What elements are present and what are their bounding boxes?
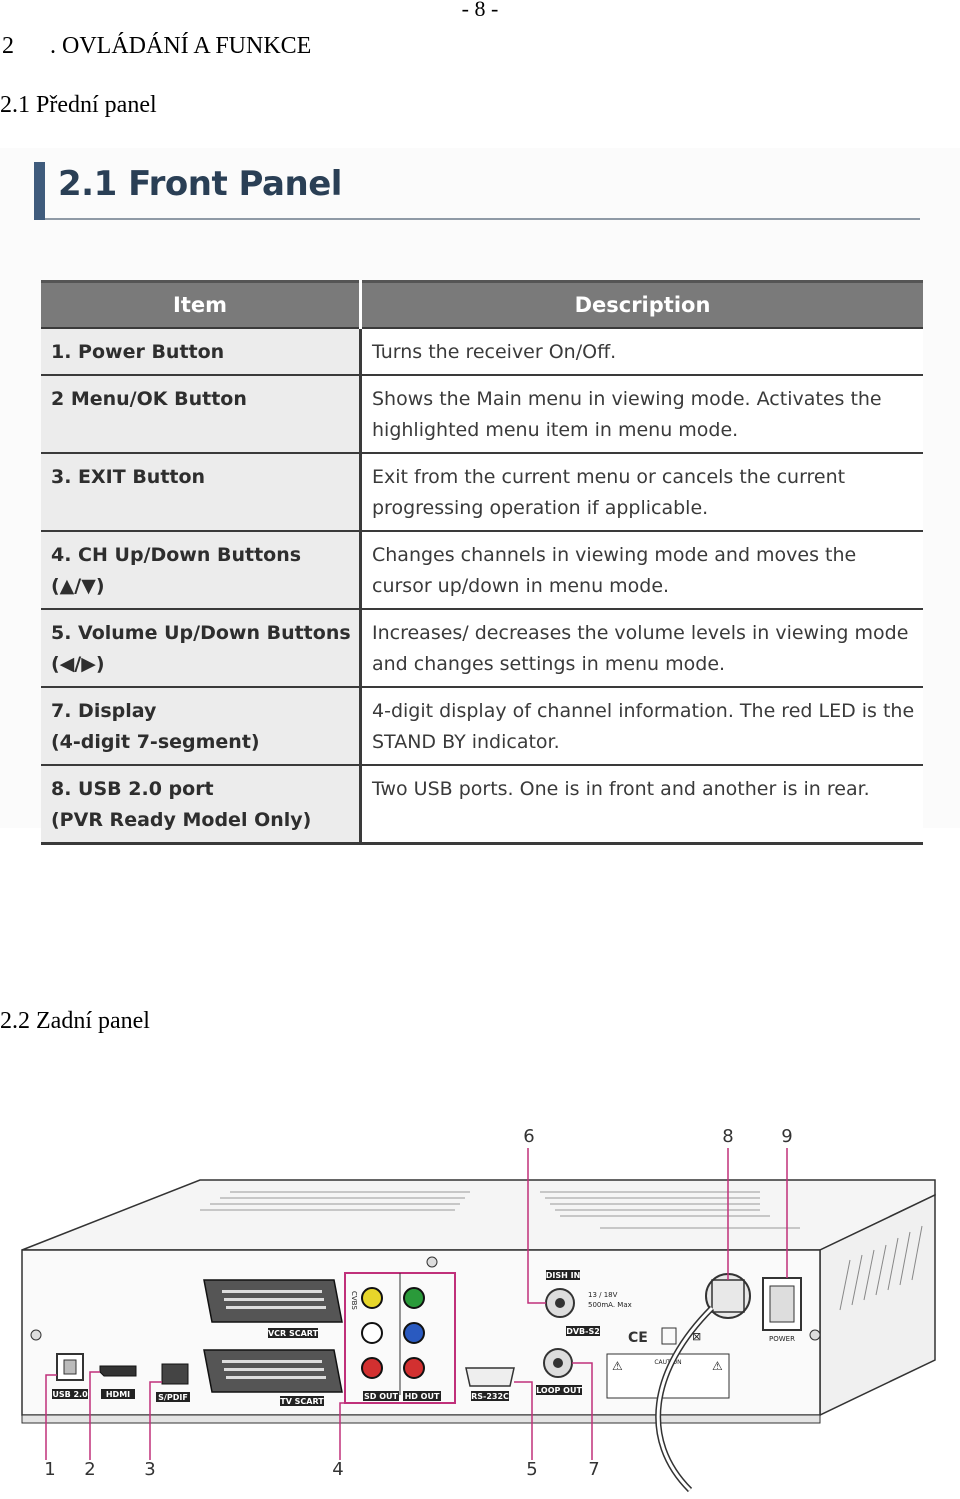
chapter-title: 2 . OVLÁDÁNÍ A FUNKCE [2,33,312,59]
header-accent-bar [34,162,45,220]
warning-icon: ⚠ [712,1359,723,1373]
table-row [41,609,923,687]
ce-mark: CE [628,1330,648,1346]
rca-red-icon [362,1358,382,1378]
usb-port-slot [64,1360,76,1374]
weee-icon: ⊠ [692,1330,702,1343]
table-row [41,687,923,765]
row-item: 1. Power Button [41,328,361,375]
caution-label: CAUTION [654,1359,682,1366]
receiver-base [22,1415,820,1423]
rca-white-icon [362,1323,382,1343]
hd-out-label: HD OUT [404,1392,440,1401]
row-item: 4. CH Up/Down Buttons (▲/▼) [41,531,361,609]
callout-2: 2 [84,1459,96,1480]
spdif-label: S/PDIF [158,1393,188,1402]
usb-label: USB 2.0 [52,1390,88,1399]
tv-scart-label: TV SCART [280,1397,324,1406]
table-header-row [41,282,923,329]
callout-1: 1 [44,1459,56,1480]
rs232c-port-icon [466,1368,514,1386]
callout-3: 3 [144,1459,156,1480]
table-row [41,531,923,609]
screw-icon [31,1330,41,1340]
row-item: 2 Menu/OK Button [41,375,361,453]
scart-pins [222,1360,326,1379]
column-header-item: Item [41,282,361,329]
row-description: Changes channels in viewing mode and moves the cursor up/down in menu mode. [361,531,924,609]
table-row [41,328,923,375]
connector-core [553,1358,563,1368]
callout-4: 4 [332,1459,344,1480]
vcr-scart-label: VCR SCART [267,1329,319,1338]
row-item: 3. EXIT Button [41,453,361,531]
loop-out-label: LOOP OUT [536,1386,582,1395]
hdmi-port-icon [100,1366,136,1376]
callout-6: 6 [523,1126,535,1147]
spdif-port-icon [162,1364,188,1384]
screw-icon [427,1257,437,1267]
callout-8: 8 [722,1126,734,1147]
receiver-top-cover [22,1180,935,1250]
hdmi-label: HDMI [105,1390,131,1399]
cvbs-label: CVBS [350,1291,358,1310]
row-item: 7. Display (4-digit 7-segment) [41,687,361,765]
callout-5: 5 [526,1459,538,1480]
dvb-s2-label: DVB-S2 [566,1327,600,1336]
dish-spec-voltage: 13 / 18V [588,1291,618,1299]
front-panel-figure [0,148,960,831]
table-row [41,453,923,531]
rca-green-icon [404,1288,424,1308]
row-item: 8. USB 2.0 port (PVR Ready Model Only) [41,765,361,844]
power-label: POWER [769,1335,795,1343]
power-switch-rocker [770,1286,794,1322]
row-description: Turns the receiver On/Off. [361,328,924,375]
section-rear-title: 2.2 Zadní panel [0,1008,150,1034]
scart-pins [222,1290,326,1309]
row-description: 4-digit display of channel information. The red LED is the STAND BY indicator. [361,687,924,765]
table-row [41,765,923,844]
rs232c-label: RS-232C [471,1392,509,1401]
row-item: 5. Volume Up/Down Buttons (◀/▶) [41,609,361,687]
connector-core [555,1298,565,1308]
row-description: Exit from the current menu or cancels the current progressing operation if applicable. [361,453,924,531]
rear-panel-drawing [0,1110,960,1499]
dish-in-label: DISH IN [545,1271,581,1280]
screw-icon [810,1330,820,1340]
callout-7: 7 [588,1459,600,1480]
table-row [41,375,923,453]
figure-title: 2.1 Front Panel [58,164,342,204]
page-number: - 8 - [461,0,499,21]
figure-header [34,162,920,220]
column-header-description: Description [361,282,924,329]
row-description: Shows the Main menu in viewing mode. Activates the highlighted menu item in menu mode. [361,375,924,453]
row-description: Two USB ports. One is in front and another is in rear. [361,765,924,844]
front-panel-table [41,280,923,845]
rca-blue-icon [404,1323,424,1343]
callout-9: 9 [781,1126,793,1147]
rca-red-icon [404,1358,424,1378]
sd-out-label: SD OUT [364,1392,398,1401]
row-description: Increases/ decreases the volume levels in viewing mode and changes settings in menu mode. [361,609,924,687]
warning-icon: ⚠ [612,1359,623,1373]
rca-yellow-icon [362,1288,382,1308]
dish-spec-current: 500mA. Max [588,1301,632,1309]
section-front-title: 2.1 Přední panel [0,92,157,118]
